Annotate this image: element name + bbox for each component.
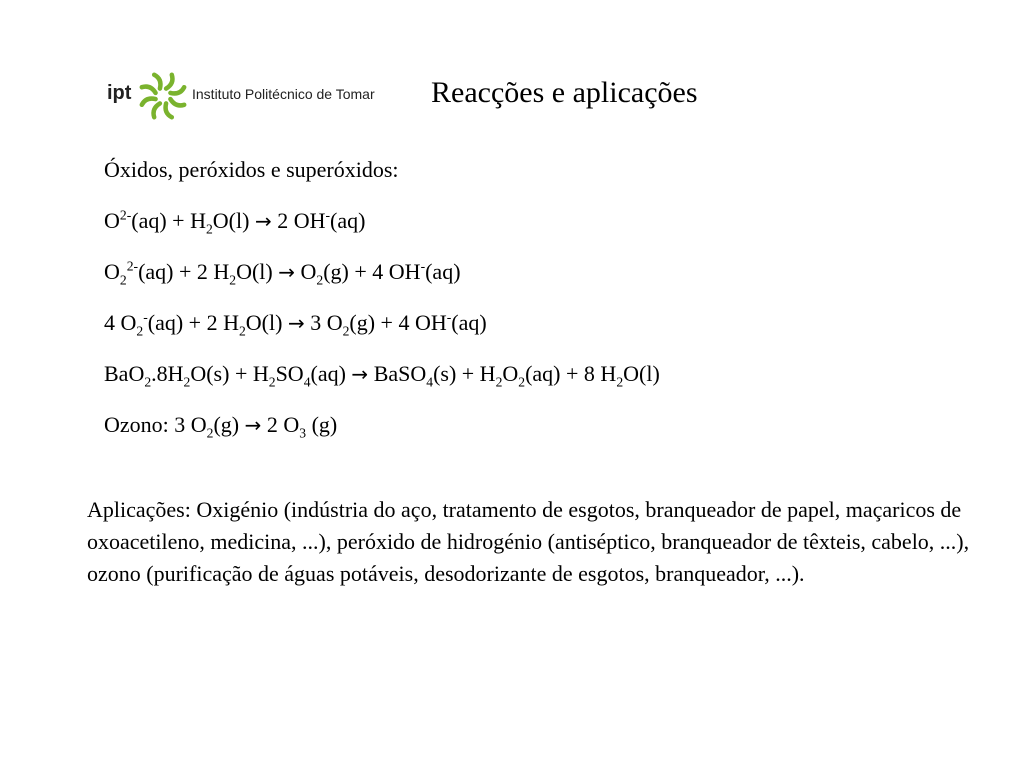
reaction-arrow-icon: → <box>287 311 305 335</box>
logo-ray <box>170 99 184 105</box>
reaction-ozone: Ozono: 3 $O_2(g) \to 2$ $O_3$ (g) <box>104 412 338 441</box>
logo-ray <box>142 87 156 93</box>
applications-paragraph: Aplicações: Oxigénio (indústria do aço, tratamento de esgotos, branqueador de papel, maçaricos de oxoacetileno, medicina, ...), peróxido de hidrogénio (antiséptico, branqueador de têxteis, cabelo, ...), ozono (purificação de águas potáveis, desodorizante de esgotos, branqueador, ...). <box>87 497 970 586</box>
reaction-arrow-icon: → <box>278 260 296 284</box>
institution-logo <box>104 68 384 124</box>
reaction-arrow-icon: → <box>351 362 369 386</box>
slide-title: Reacções e aplicações <box>431 76 698 109</box>
reaction-arrow-icon: → <box>254 209 272 233</box>
logo-ray <box>154 103 160 117</box>
logo-ray <box>166 103 172 117</box>
reaction-peroxide: $O_2^{2-}(aq) + 2$ $H_2O(l) \to O_2(g) + 4$ OH-(aq) <box>104 258 461 288</box>
logo-abbreviation: ipt <box>107 82 132 104</box>
logo-ray <box>142 99 156 105</box>
logo-ray <box>170 87 184 93</box>
logo-ray <box>166 75 172 89</box>
logo-institution-name: Instituto Politécnico de Tomar <box>192 86 375 102</box>
reaction-arrow-icon: → <box>244 413 262 437</box>
reactions-list <box>104 152 660 458</box>
reactions-heading: Óxidos, peróxidos e superóxidos: <box>104 157 399 182</box>
reaction-oxide: $O^{2-}(aq) + H_2O(l) \to 2$ OH-(aq) <box>104 207 366 237</box>
logo-ray <box>154 75 160 89</box>
reaction-superoxide: 4 $O_2^-(aq) + 2$ $H_2O(l) \to 3$ $O_2(g) + 4$ OH-(aq) <box>104 309 487 339</box>
sunburst-logo-icon <box>136 70 190 122</box>
reaction-barium-peroxide: $BaO_2.8H_2O(s) + H_2SO_4(aq)$ → BaSO$_4$(s) + $H_2O_2(aq) + 8$ $H_2O(l)$ <box>104 361 660 390</box>
